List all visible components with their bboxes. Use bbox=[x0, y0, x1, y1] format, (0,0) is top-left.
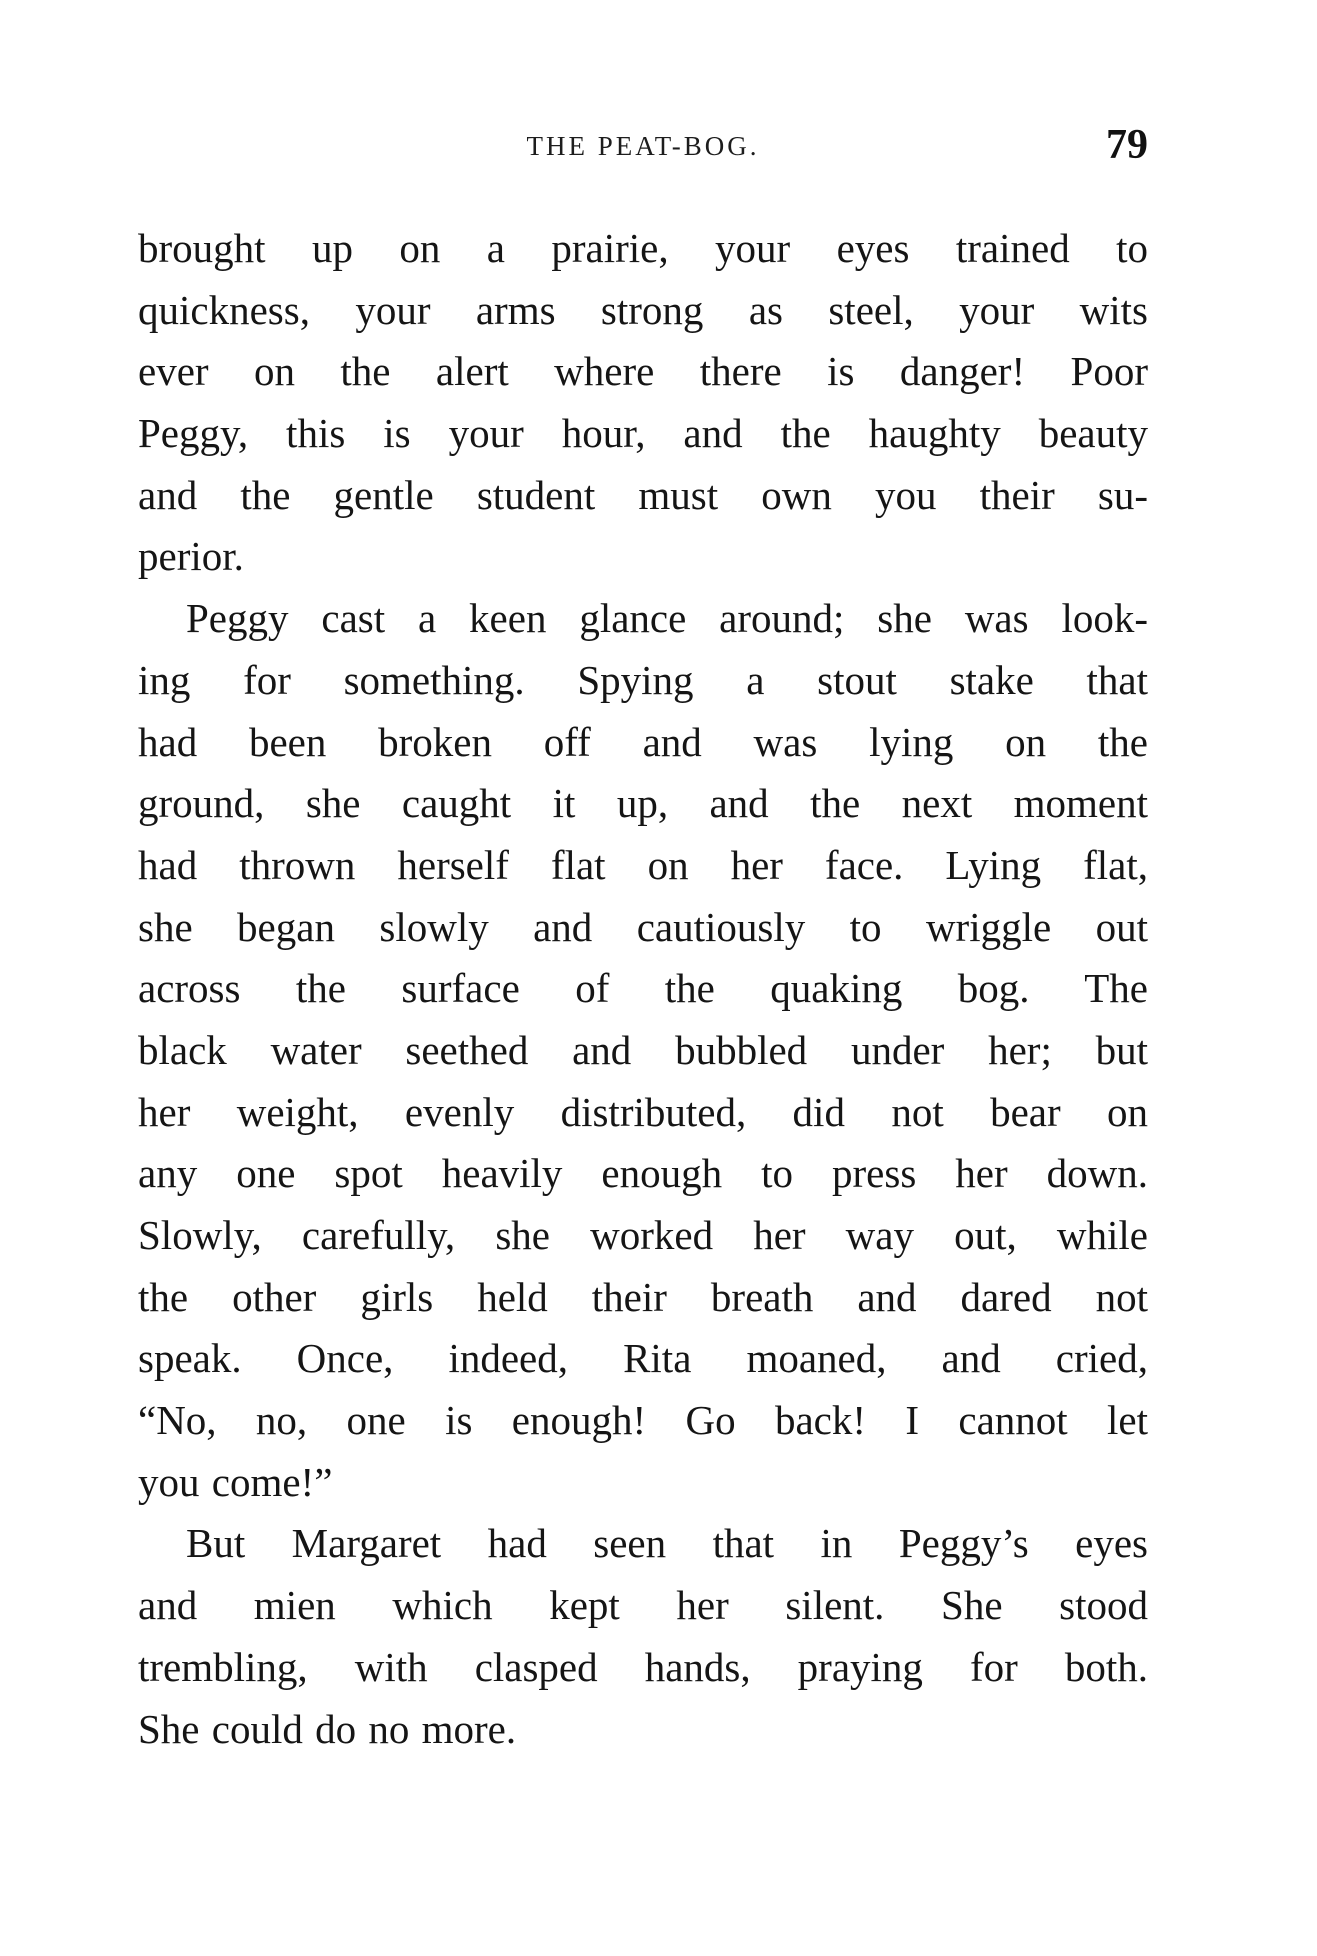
text-line: speak. Once, indeed, Rita moaned, and cried, bbox=[138, 1335, 1148, 1382]
text-line: her weight, evenly distributed, did not bear on bbox=[138, 1088, 1148, 1135]
paragraph bbox=[138, 1513, 1148, 1760]
text-line: ground, she caught it up, and the next moment bbox=[138, 780, 1148, 827]
running-head bbox=[138, 122, 1148, 175]
page-number: 79 bbox=[1106, 122, 1148, 168]
text-line: trembling, with clasped hands, praying for both. bbox=[138, 1643, 1148, 1690]
text-line: “No, no, one is enough! Go back! I cannot let bbox=[138, 1397, 1148, 1444]
text-line: any one spot heavily enough to press her down. bbox=[138, 1150, 1148, 1197]
text-line: you come!” bbox=[138, 1458, 333, 1505]
running-title: THE PEAT-BOG. bbox=[526, 131, 760, 161]
text-line: quickness, your arms strong as steel, your wits bbox=[138, 286, 1148, 333]
paragraph bbox=[138, 218, 1148, 588]
text-line: ing for something. Spying a stout stake that bbox=[138, 656, 1148, 703]
text-line: had been broken off and was lying on the bbox=[138, 718, 1148, 765]
text-line: But Margaret had seen that in Peggy’s eyes bbox=[186, 1520, 1148, 1567]
body-text bbox=[138, 218, 1148, 1760]
text-line: black water seethed and bubbled under her; but bbox=[138, 1026, 1148, 1073]
text-line: Slowly, carefully, she worked her way out, while bbox=[138, 1212, 1148, 1258]
text-line: Peggy cast a keen glance around; she was look- bbox=[186, 595, 1148, 642]
text-line: brought up on a prairie, your eyes trained to bbox=[138, 225, 1148, 271]
text-line: and the gentle student must own you their su- bbox=[138, 471, 1148, 518]
text-line: Peggy, this is your hour, and the haughty beauty bbox=[138, 410, 1148, 457]
text-line: the other girls held their breath and dared not bbox=[138, 1273, 1148, 1320]
text-line: had thrown herself flat on her face. Lying flat, bbox=[138, 841, 1148, 888]
text-line: across the surface of the quaking bog. The bbox=[138, 965, 1148, 1012]
paragraph bbox=[138, 588, 1148, 1513]
text-line: and mien which kept her silent. She stood bbox=[138, 1582, 1148, 1629]
text-line: perior. bbox=[138, 533, 244, 580]
text-line: ever on the alert where there is danger! Poor bbox=[138, 348, 1148, 395]
text-line: she began slowly and cautiously to wriggle out bbox=[138, 903, 1148, 950]
text-line: She could do no more. bbox=[138, 1705, 517, 1752]
